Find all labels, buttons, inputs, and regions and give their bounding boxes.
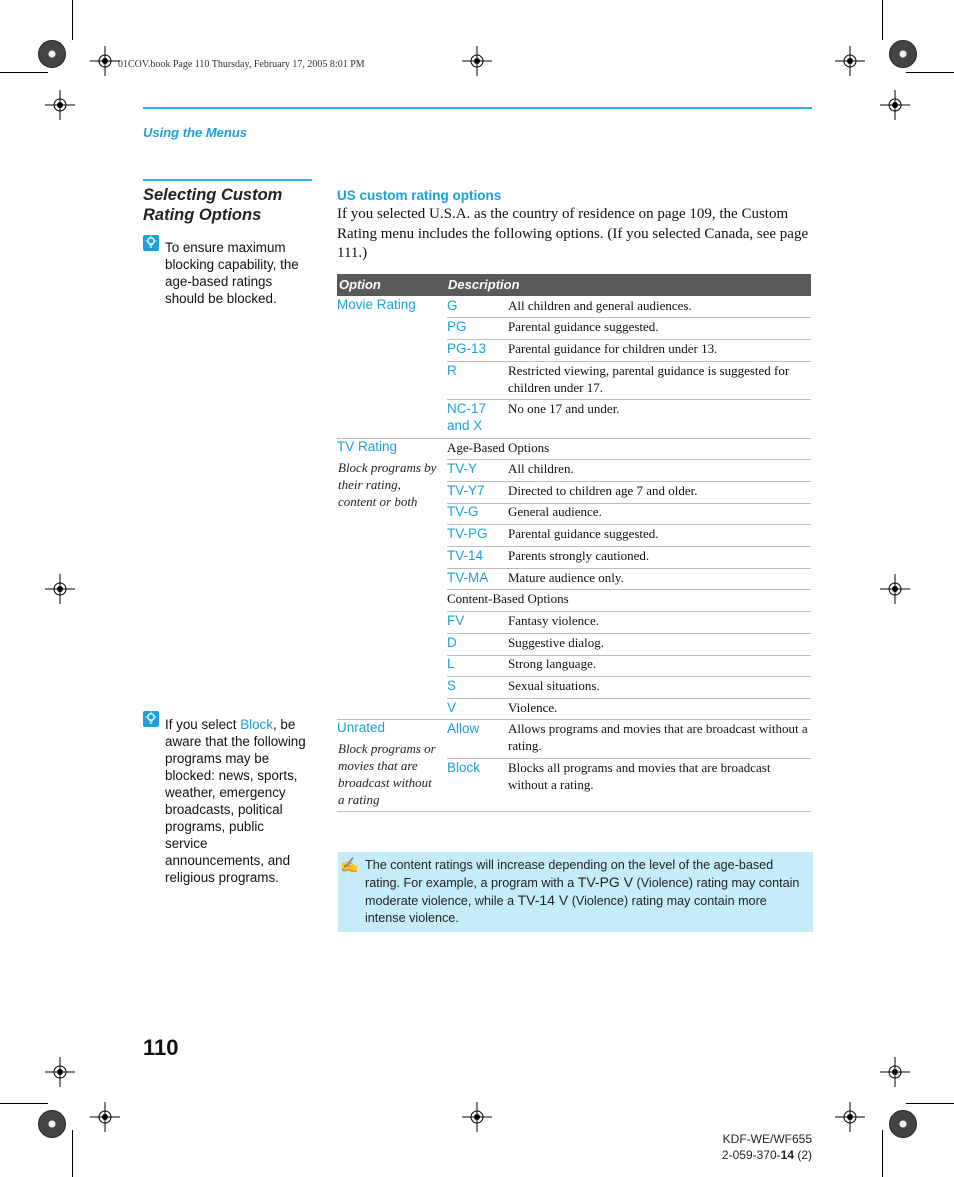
rating-code: R xyxy=(447,363,457,378)
rating-description: All children and general audiences. xyxy=(508,298,692,313)
rating-code: TV-G xyxy=(447,504,479,519)
rating-code: PG xyxy=(447,319,467,334)
rating-description: Mature audience only. xyxy=(508,570,624,585)
row-divider xyxy=(447,339,811,340)
group-divider xyxy=(337,438,811,439)
rating-description: Parents strongly cautioned. xyxy=(508,548,650,563)
row-divider xyxy=(447,568,811,569)
registration-wheel-icon xyxy=(38,1110,66,1138)
model-code-suffix: (2) xyxy=(794,1148,812,1162)
group-divider xyxy=(337,719,811,720)
rating-description: Directed to children age 7 and older. xyxy=(508,483,698,498)
crosshair-icon xyxy=(880,1057,910,1087)
sidebar-title xyxy=(143,185,313,225)
rating-code: V xyxy=(447,700,457,715)
rating-description: Sexual situations. xyxy=(508,678,600,693)
rating-code: TV-PG xyxy=(447,526,488,541)
tip-text xyxy=(165,716,310,886)
note-rating-tvpg-v: TV-PG V xyxy=(577,874,634,890)
rating-code: L xyxy=(447,656,455,671)
crop-mark xyxy=(906,72,954,73)
crop-mark xyxy=(72,0,73,40)
block-link[interactable]: Block xyxy=(240,717,273,732)
print-header: 01COV.book Page 110 Thursday, February 17, 2005 8:01 PM xyxy=(118,59,365,70)
rating-code: NC-17 and X xyxy=(447,401,487,433)
rating-code: S xyxy=(447,678,457,693)
lightbulb-tip-icon xyxy=(143,711,159,727)
rating-description: Blocks all programs and movies that are broadcast without a rating. xyxy=(508,760,771,792)
rating-code: Allow xyxy=(447,721,480,736)
registration-wheel-icon xyxy=(38,40,66,68)
rating-description: Parental guidance suggested. xyxy=(508,526,659,541)
rating-code: FV xyxy=(447,613,465,628)
sidebar-title-line1: Selecting Custom xyxy=(143,186,283,204)
rating-description: Parental guidance suggested. xyxy=(508,319,659,334)
note-rating-tv14-v: TV-14 V xyxy=(517,892,569,908)
rating-description: Allows programs and movies that are broadcast without a rating. xyxy=(508,721,808,753)
lightbulb-tip-icon xyxy=(143,235,159,251)
section-label: Using the Menus xyxy=(143,125,248,140)
intro-paragraph: If you selected U.S.A. as the country of residence on page 109, the Custom Rating menu includes the following options. (If you selected Canada, see page 111.) xyxy=(337,206,809,261)
crop-mark xyxy=(906,1103,954,1104)
row-divider xyxy=(447,633,811,634)
row-divider xyxy=(447,676,811,677)
crop-mark xyxy=(882,0,883,40)
row-divider xyxy=(447,546,811,547)
tip-suffix: , be aware that the following programs may be blocked: news, sports, weather, emergency broadcasts, political programs, public service announcements, and religious programs. xyxy=(165,717,306,885)
crop-mark xyxy=(0,72,48,73)
table-bottom-rule xyxy=(337,811,811,812)
rating-code: Block xyxy=(447,760,481,775)
crop-mark xyxy=(882,1130,883,1177)
crosshair-icon xyxy=(835,46,865,76)
rating-code: G xyxy=(447,298,458,313)
option-tv-rating: TV Rating xyxy=(337,439,398,454)
option-movie-rating: Movie Rating xyxy=(337,297,416,312)
crosshair-icon xyxy=(462,1102,492,1132)
age-based-header: Age-Based Options xyxy=(447,440,550,455)
rating-description: All children. xyxy=(508,461,574,476)
rating-description: Fantasy violence. xyxy=(508,613,599,628)
rating-description: Strong language. xyxy=(508,656,597,671)
tip-text: To ensure maximum blocking capability, the age-based ratings should be blocked. xyxy=(165,240,299,306)
sidebar-title-line2: Rating Options xyxy=(143,206,262,224)
tip-prefix: If you select xyxy=(165,717,241,732)
rating-description: Violence. xyxy=(508,700,558,715)
row-divider xyxy=(447,481,811,482)
table-header xyxy=(337,274,811,296)
row-divider xyxy=(447,758,811,759)
option-unrated: Unrated xyxy=(337,720,386,735)
row-divider xyxy=(447,524,811,525)
rating-code: TV-Y xyxy=(447,461,478,476)
model-code-bold: 14 xyxy=(780,1148,794,1162)
crop-mark xyxy=(72,1130,73,1177)
model-code-prefix: 2-059-370- xyxy=(721,1148,781,1162)
page-number: 110 xyxy=(143,1035,179,1060)
rating-code: TV-14 xyxy=(447,548,484,563)
note-part1: The content ratings will increase depending on the level of the age-based rating. For example, a program with a xyxy=(365,858,774,890)
registration-wheel-icon xyxy=(889,1110,917,1138)
crosshair-icon xyxy=(880,574,910,604)
top-rule xyxy=(143,107,812,109)
sidebar-rule xyxy=(143,179,312,181)
crosshair-icon xyxy=(90,1102,120,1132)
crosshair-icon xyxy=(880,90,910,120)
rating-code: D xyxy=(447,635,457,650)
option-note: Block programs or movies that are broadcast without a rating xyxy=(338,741,436,807)
model-info xyxy=(700,1131,812,1163)
row-divider xyxy=(447,589,811,590)
rating-description: Suggestive dialog. xyxy=(508,635,605,650)
note-part2: (Violence) rating may contain moderate violence, while a xyxy=(365,876,800,908)
rating-description: No one 17 and under. xyxy=(508,401,620,416)
row-divider xyxy=(447,317,811,318)
option-note: Block programs by their rating, content or both xyxy=(338,460,437,509)
note-text xyxy=(365,857,808,927)
row-divider xyxy=(447,399,811,400)
rating-description: General audience. xyxy=(508,504,602,519)
column-header-option: Option xyxy=(339,277,381,292)
row-divider xyxy=(447,459,811,460)
registration-wheel-icon xyxy=(889,40,917,68)
rating-code: TV-Y7 xyxy=(447,483,485,498)
crosshair-icon xyxy=(45,574,75,604)
pencil-note-icon: ✍ xyxy=(340,857,359,874)
model-line2 xyxy=(700,1147,812,1163)
crosshair-icon xyxy=(835,1102,865,1132)
rating-description: Parental guidance for children under 13. xyxy=(508,341,718,356)
crop-mark xyxy=(0,1103,48,1104)
rating-code: TV-MA xyxy=(447,570,489,585)
row-divider xyxy=(447,698,811,699)
rating-code: PG-13 xyxy=(447,341,487,356)
column-header-description: Description xyxy=(448,277,520,292)
crosshair-icon xyxy=(90,46,120,76)
crosshair-icon xyxy=(45,1057,75,1087)
note-part3: (Violence) rating may contain more intense violence. xyxy=(365,894,767,925)
content-based-header: Content-Based Options xyxy=(447,591,569,606)
crosshair-icon xyxy=(462,46,492,76)
subheading: US custom rating options xyxy=(337,188,502,203)
crosshair-icon xyxy=(45,90,75,120)
row-divider xyxy=(447,611,811,612)
row-divider xyxy=(447,361,811,362)
model-line1: KDF-WE/WF655 xyxy=(722,1132,812,1146)
rating-description: Restricted viewing, parental guidance is suggested for children under 17. xyxy=(508,363,790,395)
